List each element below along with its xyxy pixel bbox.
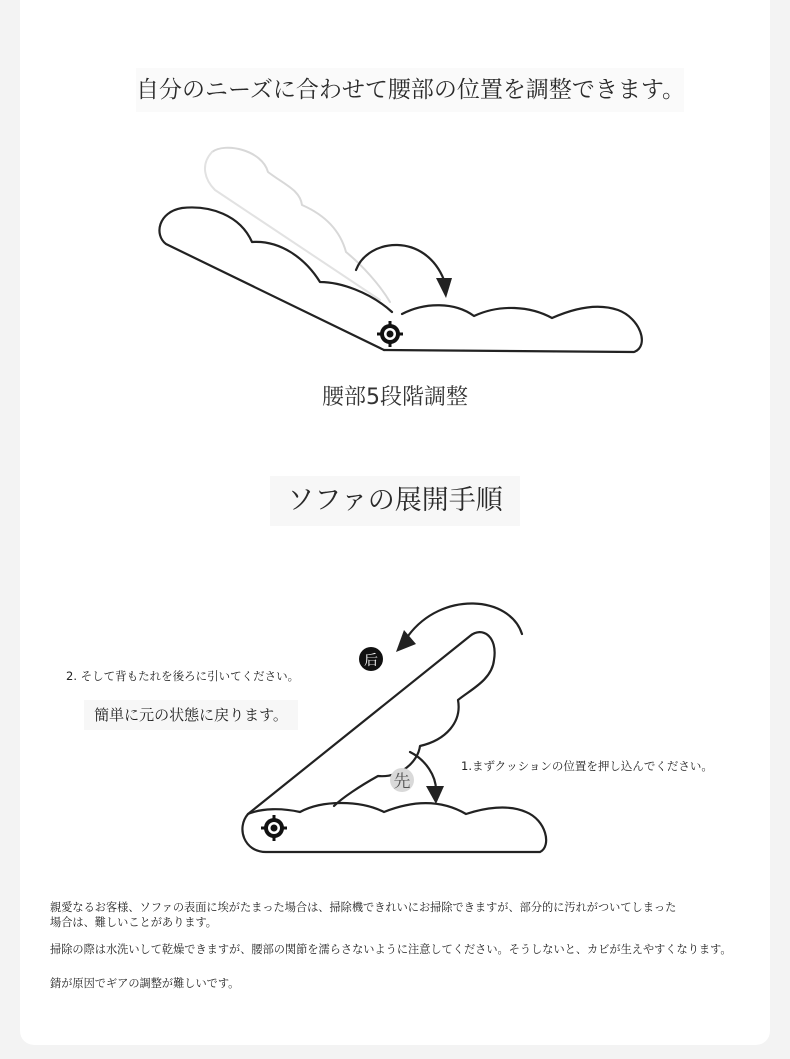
back-arc: [408, 603, 522, 636]
lumbar-caption: 腰部5段階調整: [322, 385, 468, 410]
adjust-arrowhead: [436, 278, 452, 298]
push-arrowhead: [426, 786, 444, 804]
gear-icon: [377, 321, 403, 347]
first-badge: 先: [393, 772, 411, 792]
care-note-1a: 親愛なるお客様、ソファの表面に埃がたまった場合は、掃除機できれいにお掃除できますが、部分的に汚れがついてしまった: [50, 901, 677, 914]
push-arc: [410, 752, 436, 790]
base-seat-outline: [242, 803, 546, 852]
care-note-3: 錆が原因でギアの調整が難しいです。: [50, 977, 240, 990]
step1-text: 1.まずクッションの位置を押し込んでください。: [461, 759, 713, 773]
ghost-backrest-edge: [205, 152, 380, 300]
seat-outline: [384, 305, 642, 352]
lumbar-heading: 自分のニーズに合わせて腰部の位置を調整できます。: [136, 68, 684, 112]
back-arrowhead: [396, 630, 416, 652]
step2-text: 2. そして背もたれを後ろに引いてください。: [66, 669, 300, 683]
care-note-1b: 場合は、難しいことがあります。: [50, 916, 217, 929]
after-badge: 后: [364, 653, 378, 669]
gear-icon: [261, 815, 287, 841]
unfold-heading: ソファの展開手順: [270, 476, 520, 526]
step2-subtext: 簡単に元の状態に戻ります。: [84, 700, 298, 730]
lumbar-diagram: [159, 148, 641, 352]
care-note-2: 掃除の際は水洗いして乾燥できますが、腰部の関節を濡らさないように注意してください。そうしないと、カビが生えやすくなります。: [50, 943, 732, 956]
backrest-outline: [159, 207, 392, 350]
